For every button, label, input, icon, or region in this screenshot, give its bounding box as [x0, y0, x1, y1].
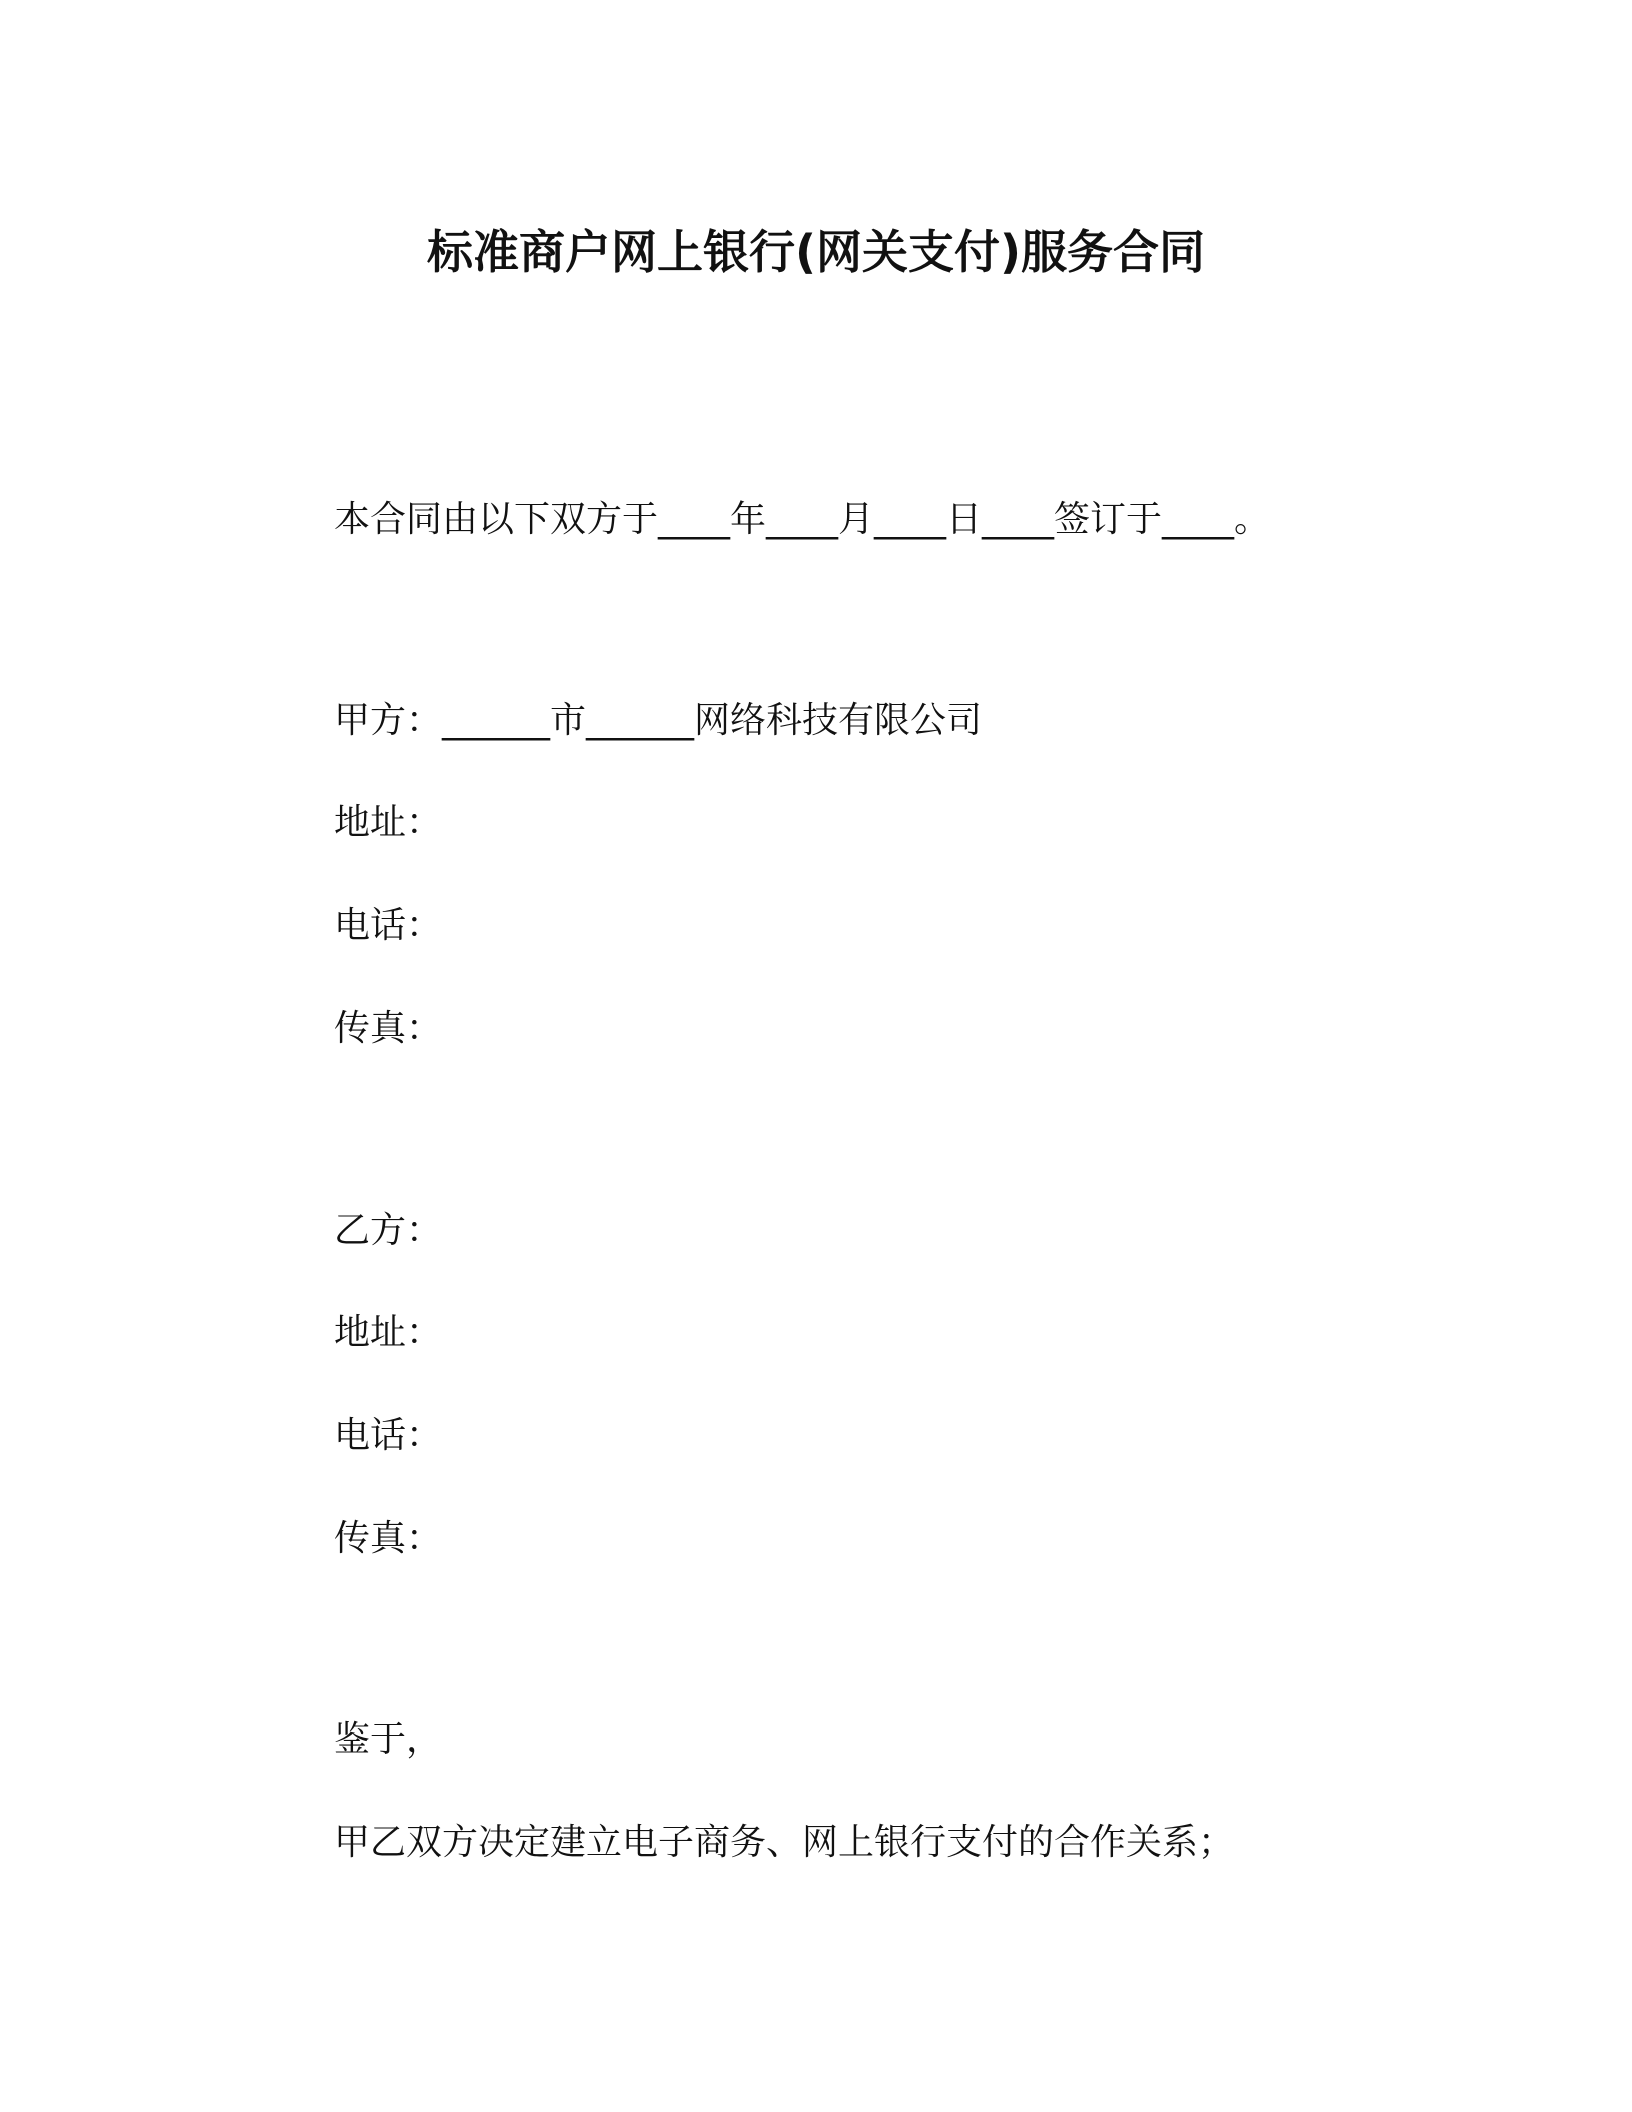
party-a-address-label: 地址： [334, 802, 443, 843]
party-a-fax-label: 传真： [334, 1008, 443, 1049]
party-a-phone-label: 电话： [334, 905, 443, 946]
whereas-heading: 鉴于， [334, 1719, 443, 1760]
contract-intro: 本合同由以下双方于____年____月____日____签订于____。 [334, 499, 1271, 540]
party-a-name: 甲方：______市______网络科技有限公司 [334, 700, 983, 741]
party-b-fax-label: 传真： [334, 1518, 443, 1559]
party-b-name: 乙方： [334, 1210, 443, 1251]
contract-title: 标准商户网上银行(网关支付)服务合同 [426, 225, 1206, 279]
party-b-phone-label: 电话： [334, 1415, 443, 1456]
party-b-address-label: 地址： [334, 1312, 443, 1353]
whereas-clause-1: 甲乙双方决定建立电子商务、网上银行支付的合作关系； [334, 1822, 1235, 1863]
